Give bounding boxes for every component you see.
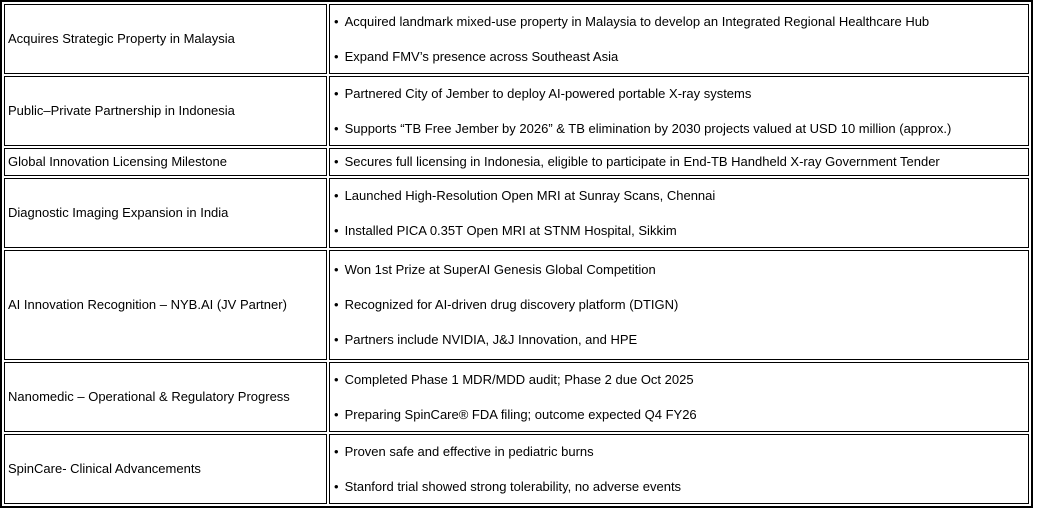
row-bullets-cell <box>329 76 1029 146</box>
bullet-text: Supports “TB Free Jember by 2026” & TB elimination by 2030 projects valued at USD 10 million (approx.) <box>344 120 952 136</box>
bullet-item <box>334 187 1025 205</box>
bullet-icon: • <box>334 154 339 169</box>
bullet-item <box>334 13 1025 31</box>
table-row <box>4 434 1029 504</box>
bullet-icon: • <box>334 332 339 347</box>
bullet-text: Won 1st Prize at SuperAI Genesis Global Competition <box>344 262 656 277</box>
bullet-icon: • <box>334 297 339 312</box>
bullet-icon: • <box>334 187 339 203</box>
bullet-item <box>334 406 1025 424</box>
bullet-item <box>334 153 1025 171</box>
row-title: Acquires Strategic Property in Malaysia <box>8 31 235 46</box>
row-bullets-cell <box>329 4 1029 74</box>
table-row <box>4 250 1029 360</box>
bullet-text: Expand FMV’s presence across Southeast Asia <box>344 48 619 64</box>
row-title: Public–Private Partnership in Indonesia <box>8 103 235 118</box>
bullet-icon: • <box>334 406 339 422</box>
row-bullets-cell <box>329 178 1029 248</box>
bullet-text: Preparing SpinCare® FDA filing; outcome expected Q4 FY26 <box>344 406 697 422</box>
row-title-cell <box>4 178 327 248</box>
bullet-icon: • <box>334 85 339 101</box>
row-title-cell <box>4 148 327 176</box>
row-title-cell <box>4 76 327 146</box>
bullet-item <box>334 331 1025 349</box>
row-bullets-cell <box>329 434 1029 504</box>
row-title-cell <box>4 434 327 504</box>
row-bullets-cell <box>329 362 1029 432</box>
bullet-item <box>334 443 1025 461</box>
row-bullets-cell <box>329 148 1029 176</box>
row-title: Global Innovation Licensing Milestone <box>8 154 227 169</box>
bullet-item <box>334 222 1025 240</box>
row-title: Diagnostic Imaging Expansion in India <box>8 205 229 220</box>
bullet-item <box>334 296 1025 314</box>
row-title: Nanomedic – Operational & Regulatory Progress <box>8 389 290 404</box>
bullet-text: Acquired landmark mixed-use property in Malaysia to develop an Integrated Regional Healthcare Hub <box>344 13 930 29</box>
bullet-item <box>334 48 1025 66</box>
bullet-icon: • <box>334 478 339 494</box>
row-title-cell <box>4 4 327 74</box>
bullet-text: Proven safe and effective in pediatric burns <box>344 443 594 459</box>
bullet-icon: • <box>334 120 339 136</box>
bullet-text: Partners include NVIDIA, J&J Innovation, and HPE <box>344 332 638 347</box>
table-row <box>4 178 1029 248</box>
bullet-text: Secures full licensing in Indonesia, eligible to participate in End-TB Handheld X-ray Government Tender <box>344 154 940 169</box>
bullet-text: Installed PICA 0.35T Open MRI at STNM Hospital, Sikkim <box>344 222 677 238</box>
bullet-text: Completed Phase 1 MDR/MDD audit; Phase 2 due Oct 2025 <box>344 371 694 387</box>
row-title: SpinCare- Clinical Advancements <box>8 461 201 476</box>
bullet-icon: • <box>334 371 339 387</box>
bullet-item <box>334 478 1025 496</box>
row-title: AI Innovation Recognition – NYB.AI (JV Partner) <box>8 297 287 312</box>
bullet-text: Partnered City of Jember to deploy AI-powered portable X-ray systems <box>344 85 752 101</box>
bullet-icon: • <box>334 222 339 238</box>
bullet-icon: • <box>334 48 339 64</box>
row-title-cell <box>4 250 327 360</box>
table-row <box>4 362 1029 432</box>
bullet-text: Recognized for AI-driven drug discovery platform (DTIGN) <box>344 297 679 312</box>
bullet-icon: • <box>334 443 339 459</box>
bullet-icon: • <box>334 262 339 277</box>
bullet-item <box>334 371 1025 389</box>
table-row <box>4 4 1029 74</box>
bullet-text: Launched High-Resolution Open MRI at Sunray Scans, Chennai <box>344 187 716 203</box>
bullet-item <box>334 85 1025 103</box>
bullet-item <box>334 120 1025 138</box>
table-row <box>4 76 1029 146</box>
bullet-text: Stanford trial showed strong tolerability, no adverse events <box>344 478 682 494</box>
bullet-icon: • <box>334 13 339 29</box>
table-row <box>4 148 1029 176</box>
bullet-item <box>334 261 1025 279</box>
row-title-cell <box>4 362 327 432</box>
row-bullets-cell <box>329 250 1029 360</box>
